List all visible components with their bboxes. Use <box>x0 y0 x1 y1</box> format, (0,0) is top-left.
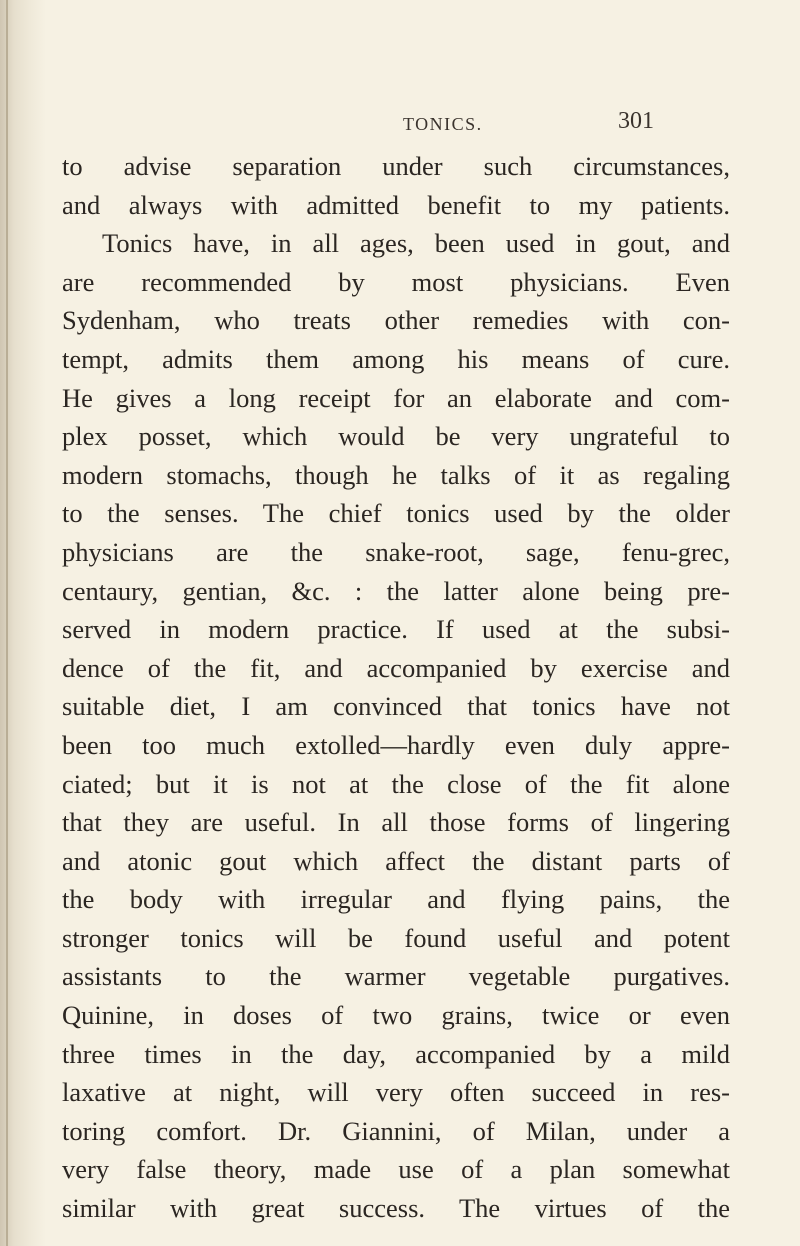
text-line: physicians are the snake-root, sage, fenu-grec, <box>62 536 730 567</box>
text-line: three times in the day, accompanied by a mild <box>62 1038 730 1069</box>
text-line: toring comfort. Dr. Giannini, of Milan, under a <box>62 1115 730 1146</box>
running-title: TONICS. <box>403 114 483 134</box>
text-line: centaury, gentian, &c. : the latter alone being pre- <box>62 575 730 606</box>
text-line: very false theory, made use of a plan somewhat <box>62 1154 730 1185</box>
binding-edge <box>6 0 8 1246</box>
text-line: are recommended by most physicians. Even <box>62 266 730 297</box>
text-line: similar with great success. The virtues of the <box>62 1193 730 1224</box>
body-text <box>62 147 730 1228</box>
text-line: that they are useful. In all those forms of lingering <box>62 807 730 838</box>
text-line: suitable diet, I am convinced that tonics have not <box>62 691 730 722</box>
text-line: modern stomachs, though he talks of it as regaling <box>62 459 730 490</box>
text-line: ciated; but it is not at the close of the fit alone <box>62 768 730 799</box>
running-head <box>0 108 800 142</box>
text-line: Quinine, in doses of two grains, twice or even <box>62 1000 730 1031</box>
text-line: to advise separation under such circumstances, <box>62 151 730 181</box>
text-line: assistants to the warmer vegetable purgatives. <box>62 961 730 992</box>
text-line: laxative at night, will very often succeed in res- <box>62 1077 730 1108</box>
text-line: tempt, admits them among his means of cure. <box>62 343 730 374</box>
text-line: to the senses. The chief tonics used by the older <box>62 498 730 529</box>
text-line: been too much extolled—hardly even duly appre- <box>62 729 730 760</box>
text-line: plex posset, which would be very ungrateful to <box>62 421 730 452</box>
text-line: served in modern practice. If used at the subsi- <box>62 614 730 645</box>
text-line: and always with admitted benefit to my patients. <box>62 189 730 220</box>
text-line: Tonics have, in all ages, been used in gout, and <box>102 228 730 259</box>
page-number: 301 <box>618 108 654 134</box>
text-line: the body with irregular and flying pains, the <box>62 884 730 915</box>
text-line: dence of the fit, and accompanied by exercise and <box>62 652 730 683</box>
text-line: Sydenham, who treats other remedies with con- <box>62 305 730 336</box>
text-line: and atonic gout which affect the distant parts of <box>62 845 730 876</box>
text-line: stronger tonics will be found useful and potent <box>62 922 730 953</box>
text-line: He gives a long receipt for an elaborate and com- <box>62 382 730 413</box>
page-gutter-shadow <box>0 0 46 1246</box>
